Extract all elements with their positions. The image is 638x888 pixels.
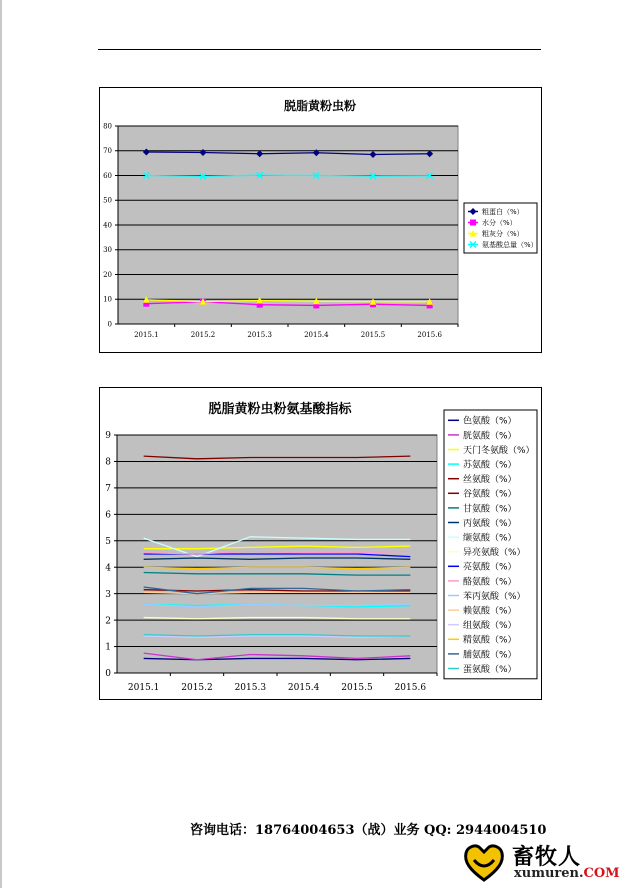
legend-label: 谷氨酸（%） [463, 489, 517, 500]
y-tick-label: 0 [107, 320, 112, 329]
chart-title: 脱脂黄粉虫粉氨基酸指标 [208, 402, 352, 417]
y-tick-label: 70 [103, 147, 112, 156]
legend-label: 精氨酸（%） [463, 635, 517, 646]
legend-label: 异亮氨酸（%） [463, 548, 526, 559]
x-tick-label: 2015.6 [417, 331, 442, 339]
x-tick-label: 2015.2 [190, 331, 216, 339]
y-tick-label: 10 [103, 295, 112, 304]
y-tick-label: 4 [105, 563, 111, 574]
y-tick-label: 0 [105, 669, 111, 680]
legend-label: 色氨酸（%） [463, 416, 517, 427]
x-tick-label: 2015.6 [394, 683, 427, 693]
legend-label: 组氨酸（%） [463, 621, 517, 632]
legend-label: 酪氨酸（%） [463, 577, 517, 588]
x-tick-label: 2015.5 [341, 683, 373, 693]
legend-label: 亮氨酸（%） [463, 562, 517, 573]
logo-url [514, 866, 620, 881]
heart-logo-icon [462, 840, 506, 884]
y-tick-label: 2 [105, 616, 111, 627]
logo-url-tld: COM [583, 866, 620, 881]
legend-label: 丙氨酸（%） [463, 518, 517, 529]
y-tick-label: 5 [105, 536, 111, 547]
y-tick-label: 30 [103, 246, 112, 255]
legend-label: 水分（%） [482, 219, 517, 228]
legend-label: 脯氨酸（%） [463, 650, 517, 661]
legend-label: 丝氨酸（%） [463, 475, 517, 486]
contact-footer: 咨询电话：18764004653（战）业务 QQ: 2944004510 [190, 823, 547, 838]
chart-title: 脱脂黄粉虫粉 [283, 99, 357, 113]
y-tick-label: 6 [105, 510, 111, 521]
y-tick-label: 60 [103, 171, 112, 180]
legend-label: 粗灰分（%） [482, 230, 524, 239]
y-tick-label: 1 [105, 642, 111, 653]
y-tick-label: 8 [105, 457, 111, 468]
legend-label: 天门冬氨酸（%） [463, 445, 535, 456]
x-tick-label: 2015.1 [134, 331, 159, 339]
header-rule [98, 49, 541, 50]
y-tick-label: 3 [105, 589, 111, 600]
legend-label: 蛋氨酸（%） [463, 664, 517, 675]
x-tick-label: 2015.5 [360, 331, 386, 339]
x-tick-label: 2015.3 [234, 683, 267, 693]
x-tick-label: 2015.4 [287, 683, 320, 693]
legend-label: 缬氨酸（%） [463, 533, 517, 544]
x-tick-label: 2015.4 [304, 331, 329, 339]
legend-marker [470, 220, 476, 226]
legend-label: 赖氨酸（%） [463, 606, 517, 617]
legend-label: 粗蛋白（%） [482, 208, 524, 217]
logo-url-main: xumuren. [514, 866, 584, 881]
y-tick-label: 80 [103, 122, 112, 131]
legend-label: 苏氨酸（%） [463, 460, 517, 471]
site-logo[interactable] [462, 838, 632, 884]
chart-amino-acid-indicators-svg [100, 388, 541, 699]
legend-label: 苯丙氨酸（%） [463, 591, 526, 602]
page-left-edge [0, 0, 2, 888]
legend-label: 胱氨酸（%） [463, 431, 517, 442]
x-tick-label: 2015.3 [247, 331, 272, 339]
y-tick-label: 9 [105, 431, 111, 442]
chart-nutrient-composition-svg [100, 88, 541, 352]
chart-nutrient-composition [99, 87, 542, 353]
logo-name: 畜牧人 [512, 845, 582, 870]
legend-label: 甘氨酸（%） [463, 504, 517, 515]
y-tick-label: 40 [103, 221, 112, 230]
x-tick-label: 2015.2 [181, 683, 213, 693]
x-tick-label: 2015.1 [127, 683, 160, 693]
y-tick-label: 50 [103, 196, 112, 205]
legend-label: 氨基酸总量（%） [482, 241, 538, 250]
y-tick-label: 7 [105, 484, 111, 495]
y-tick-label: 20 [103, 270, 112, 279]
chart-amino-acid-indicators [99, 387, 542, 700]
